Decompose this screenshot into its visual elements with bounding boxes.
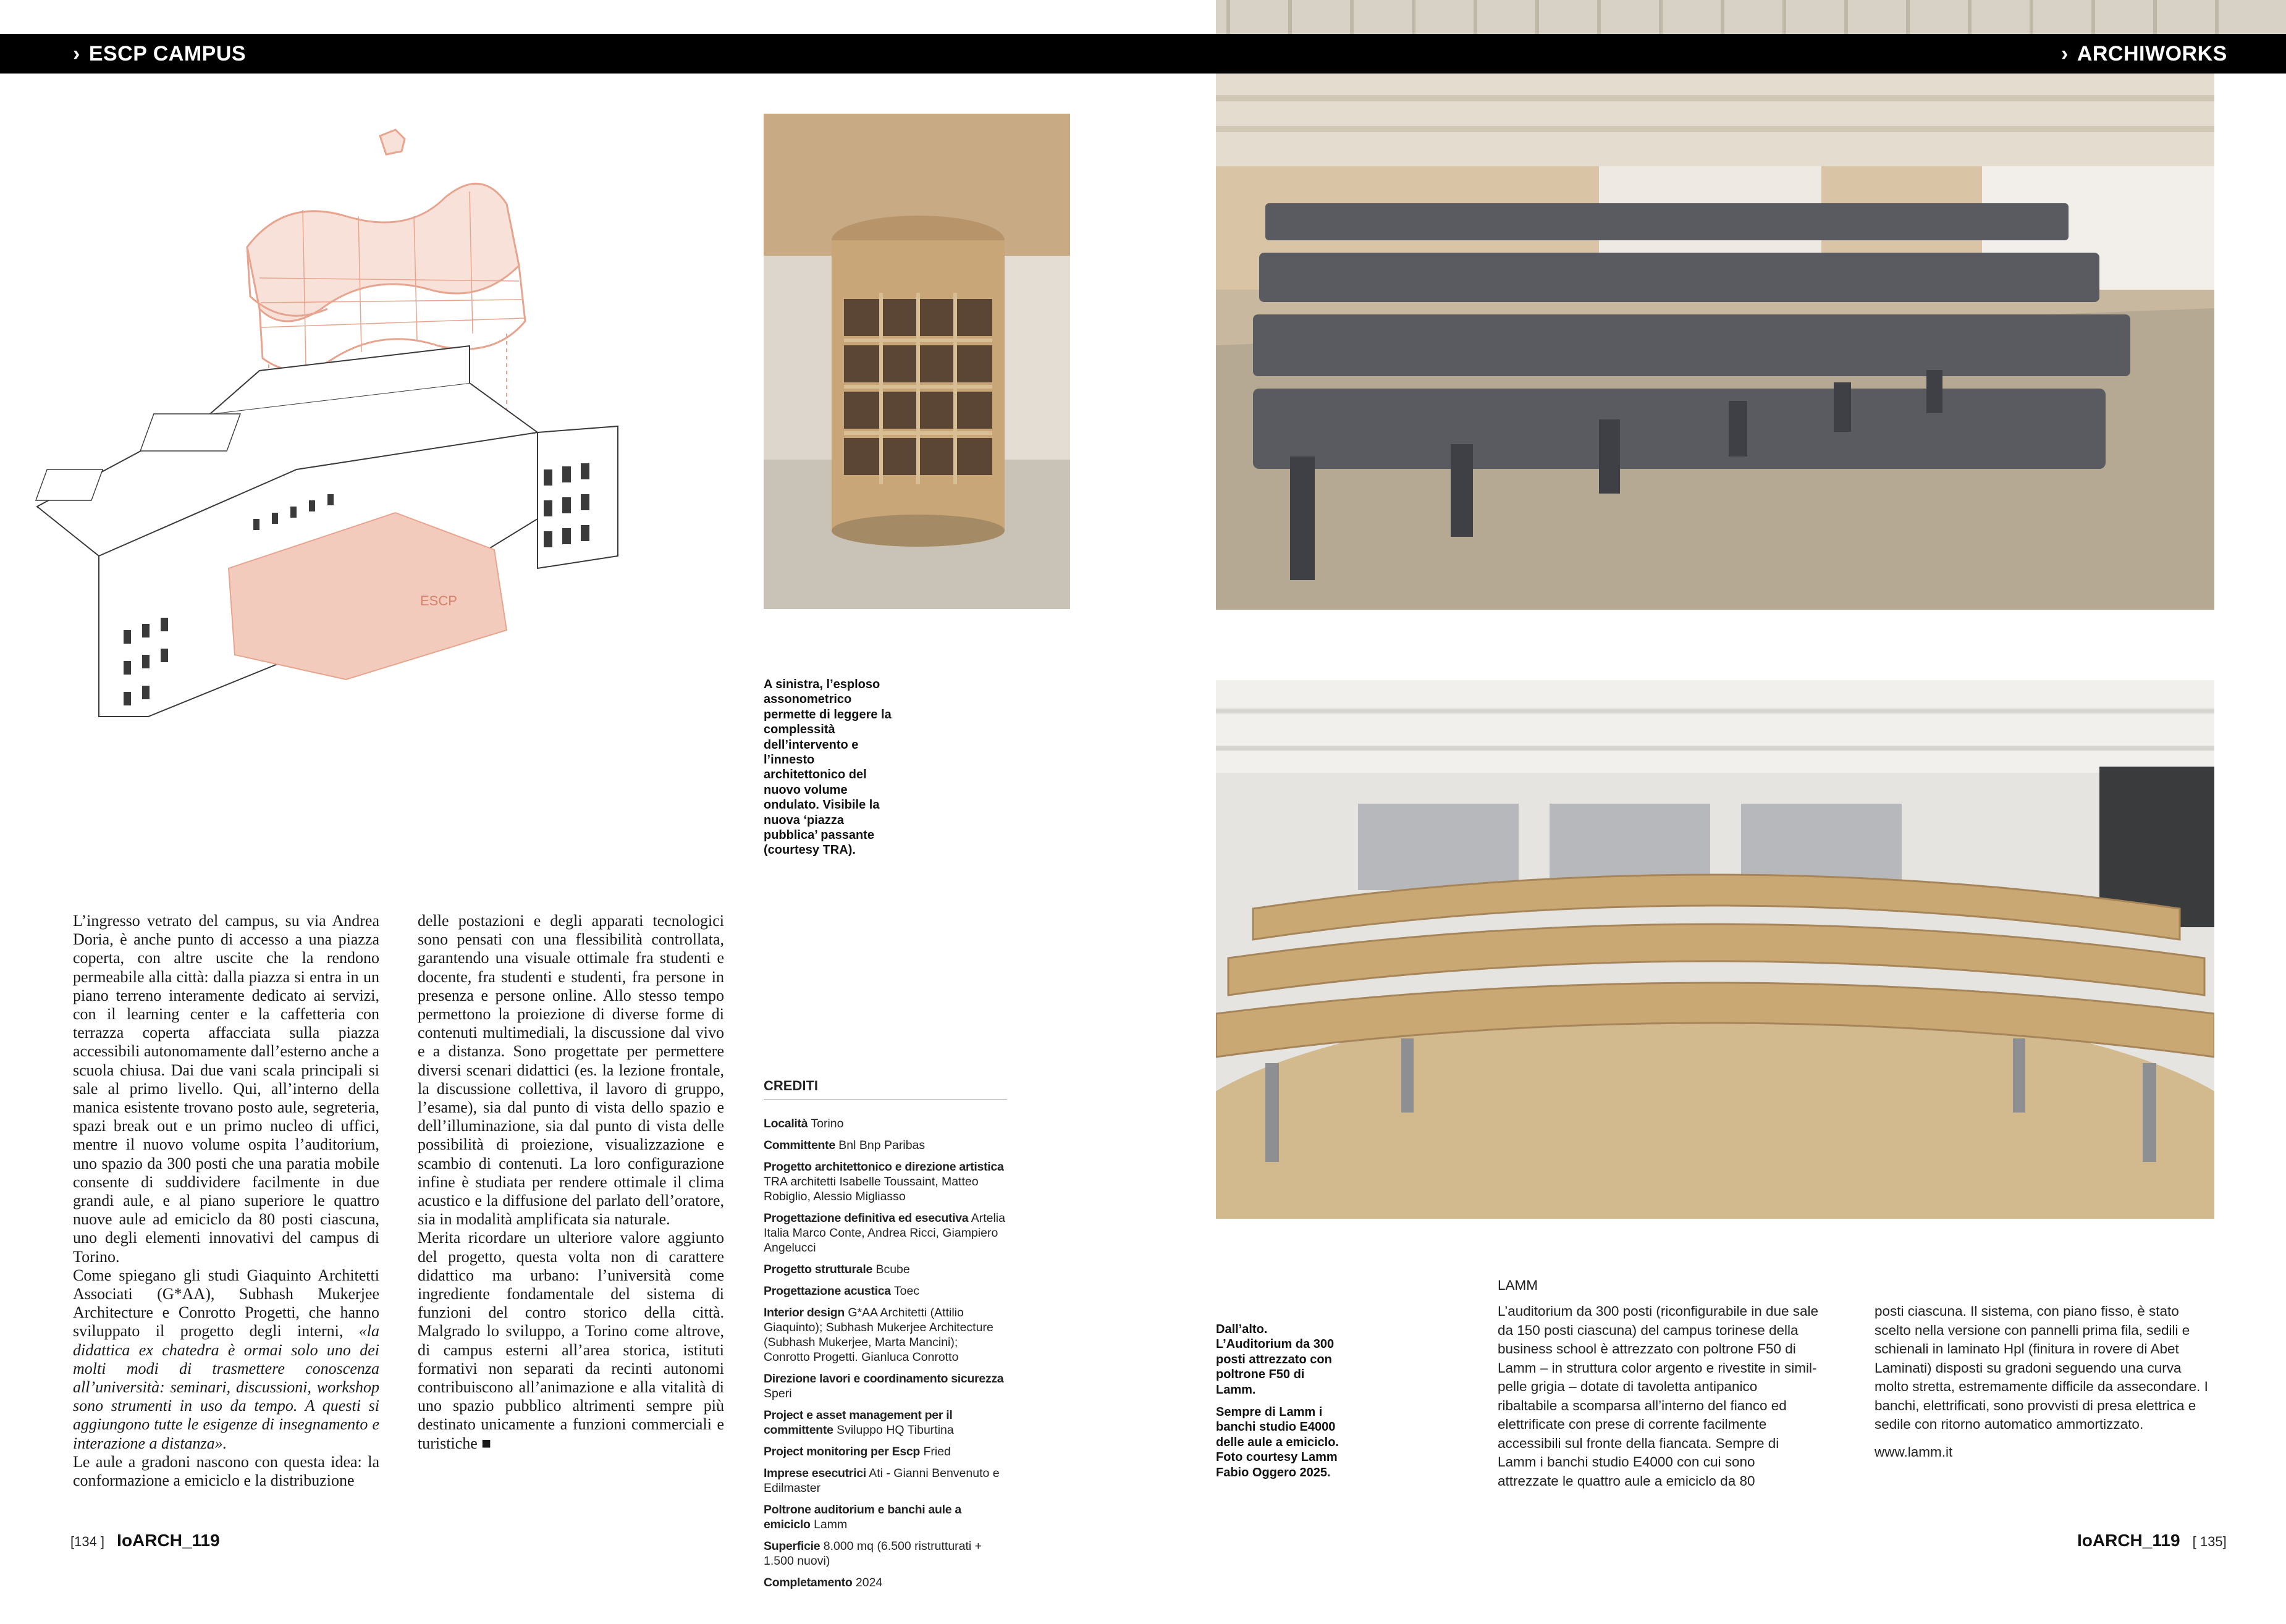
end-mark: ■ (481, 1434, 491, 1452)
lecture-hall-image (1216, 680, 2214, 1219)
magazine-issue-right: IoARCH_119 (2077, 1531, 2180, 1550)
credit-row: Interior design G*AA Architetti (Attilio Giaquinto); Subhash Mukerjee Architecture (Subhash Mukerjee, Marta Mancini); Conrotto Progetti. Gianluca Conrotto (764, 1306, 993, 1364)
credits-block (764, 1079, 1007, 1597)
photo-caption-p1: Dall’alto. L’Auditorium da 300 posti attrezzato con poltrone F50 di Lamm. (1216, 1323, 1335, 1397)
article-paragraph: delle postazioni e degli apparati tecnologici sono pensati con una flessibilità controllata, garantendo una visuale ottimale fra studenti e docente, fra studenti e studenti, fra persone in presenza e persone online. Allo stesso tempo permettono la proiezione di diverse forme di contenuti multimediali, la discussione dal vivo e a distanza. Sono progettate per permettere diversi scenari didattici (es. la lezione frontale, la discussione collettiva, il lavoro di gruppo, l’esame), sia dal punto di vista dello spazio e dell’illuminazione, sia dal punto di vista delle possibilità di proiezione, visualizzazione e scambio di contenuti. La loro configurazione infine è studiata per rendere ottimale il clima acustico e la diffusione del parlato dell’oratore, sia in modalità amplificata sia naturale. (418, 912, 724, 1229)
magazine-issue-left: IoARCH_119 (117, 1531, 220, 1550)
article-paragraph: L’ingresso vetrato del campus, su via Andrea Doria, è anche punto di accesso a una piazza coperta, con altre uscite che la rendono permeabile alla città: dalla piazza si entra in un piano terreno interamente dedicato ai servizi, con il learning center e la caffetteria con terrazza coperta affacciata sulla piazza accessibili autonomamente dall’esterno anche a scuola chiusa. Dai due vani scala principali si sale al primo livello. Qui, all’interno della manica esistente trovano posto aule, segreteria, spazi break out e un primo nucleo di uffici, mentre il nuovo volume ospita l’auditorium, uno spazio da 300 posti che una paratia mobile consente di suddividere facilmente in due grandi aule, e al piano superiore le quattro nuove aule ad emiciclo da 80 posti ciascuna, uno degli elementi innovativi del campus di Torino. (73, 912, 379, 1266)
credit-row: Progetto strutturale Bcube (764, 1263, 910, 1276)
credit-row: Località Torino (764, 1117, 844, 1130)
page-number-right: [ 135] (2192, 1534, 2227, 1549)
auditorium-photo (1216, 74, 2214, 610)
lamm-text: posti ciascuna. Il sistema, con piano fisso, è stato scelto nella versione con pannelli prima fila, sedili e schienali in laminato Hpl (finitura in rovere di Abet Laminati) disposti su gradoni seguendo una curva molto stretta, estremamente difficile da assecondare. I banchi, elettrificati, sono provvisti di presa elettrica e sedile con ritorno automatico ammortizzato. (1875, 1303, 2208, 1432)
section-title-archiworks: ARCHIWORKS (2077, 42, 2227, 65)
page-number-left: [134 ] (70, 1534, 105, 1549)
article-column-2 (418, 912, 724, 1453)
library-column-image (764, 114, 1070, 609)
credit-row: Poltrone auditorium e banchi aule a emiciclo Lamm (764, 1503, 961, 1531)
lamm-column-2 (1875, 1302, 2214, 1462)
credit-row: Superficie 8.000 mq (6.500 ristrutturati + 1.500 nuovi) (764, 1539, 982, 1568)
escp-sign-on-drawing: ESCP (420, 593, 457, 608)
axonometric-caption: A sinistra, l’esploso assonometrico permette di leggere la complessità dell’intervento e l’innesto architettonico del nuovo volume ondulato. Visibile la nuova ‘piazza pubblica’ passante (courtesy TRA). (764, 678, 892, 857)
credit-row: Progettazione acustica Toec (764, 1284, 920, 1298)
section-label-left (73, 40, 246, 68)
lamm-column-1: L’auditorium da 300 posti (riconfigurabile in due sale da 150 posti ciascuna) del campus torinese della business school è attrezzato con poltrone F50 di Lamm – in struttura color argento e rivestite in similpelle grigia – dotate di tavoletta antipanico ribaltabile a scomparsa all’interno del fianco ed elettrificate con prese di corrente facilmente accessibili sul fronte della fiancata. Sempre di Lamm i banchi studio E4000 con cui sono attrezzate le quattro aule a emiciclo da 80 (1498, 1303, 1819, 1489)
article-column-1 (73, 912, 379, 1490)
article-quote: «la didattica ex chatedra è ormai solo uno dei molti modi di trasmettere conoscenza all’università: seminari, discussioni, workshop sono strumenti in uso da tempo. A questi si aggiungono tutte le esigenze di insegnamento e interazione a distanza». (73, 1322, 380, 1452)
lamm-title: LAMM (1498, 1277, 1538, 1293)
credit-row: Committente Bnl Bnp Paribas (764, 1138, 926, 1152)
folio-left (70, 1531, 220, 1550)
header-bar (0, 34, 2286, 74)
top-photo-strip (1216, 0, 2286, 34)
section-title-escp: ESCP CAMPUS (88, 42, 247, 65)
credit-row: Progettazione definitiva ed esecutiva Artelia Italia Marco Conte, Andrea Ricci, Giampiero Angelucci (764, 1211, 1005, 1255)
library-photo (764, 114, 1070, 609)
axonometric-drawing (25, 124, 717, 747)
ceiling-strip-graphic (1216, 0, 2286, 34)
folio-right (2077, 1531, 2227, 1550)
photo-caption-p2: Sempre di Lamm i banchi studio E4000 delle aule a emiciclo. Foto courtesy Lamm Fabio Oggero 2025. (1216, 1405, 1339, 1479)
credit-row: Project monitoring per Escp Fried (764, 1445, 951, 1458)
credit-row: Direzione lavori e coordinamento sicurezza Speri (764, 1372, 1004, 1400)
chevron-right-icon: › (73, 42, 80, 65)
article-paragraph: Le aule a gradoni nascono con questa idea: la conformazione a emiciclo e la distribuzione (73, 1452, 379, 1490)
section-label-right (2061, 40, 2227, 68)
lecture-hall-photo (1216, 680, 2214, 1219)
credits-title: CREDITI (764, 1079, 1007, 1100)
article-paragraph: Merita ricordare un ulteriore valore aggiunto del progetto, questa volta non di carattere didattico ma urbano: l’università come ingrediente fondamentale del sistema di funzioni del contro storico della città. Malgrado lo sviluppo, a Torino come altrove, di campus esterni all’area storica, istituti formativi non separati da recinti autonomi contribuiscono all’animazione e alla vitalità di uno spazio pubblico altrimenti sempre più destinato unicamente a funzioni commerciali e turistiche ■ (418, 1229, 724, 1452)
credit-row: Project e asset management per il committente Sviluppo HQ Tiburtina (764, 1408, 954, 1437)
auditorium-seats-image (1216, 74, 2214, 610)
axonometric-illustration (25, 124, 717, 747)
credit-row: Imprese esecutrici Ati - Gianni Benvenuto e Edilmaster (764, 1466, 1000, 1495)
photo-caption (1216, 1322, 1346, 1480)
lamm-website-link[interactable]: www.lamm.it (1875, 1444, 1953, 1460)
credit-row: Completamento 2024 (764, 1576, 883, 1589)
article-paragraph: Come spiegano gli studi Giaquinto Architetti Associati (G*AA), Subhash Mukerjee Architecture e Conrotto Progetti, che hanno sviluppato il progetto degli interni, «la didattica ex chatedra è ormai solo uno dei molti modi di trasmettere conoscenza all’università: seminari, discussioni, workshop sono strumenti in uso da tempo. A questi si aggiungono tutte le esigenze di insegnamento e interazione a distanza». (73, 1266, 380, 1452)
chevron-right-icon: › (2061, 42, 2069, 65)
credit-row: Progetto architettonico e direzione artistica TRA architetti Isabelle Toussaint, Matteo Robiglio, Alessio Migliasso (764, 1160, 1004, 1203)
